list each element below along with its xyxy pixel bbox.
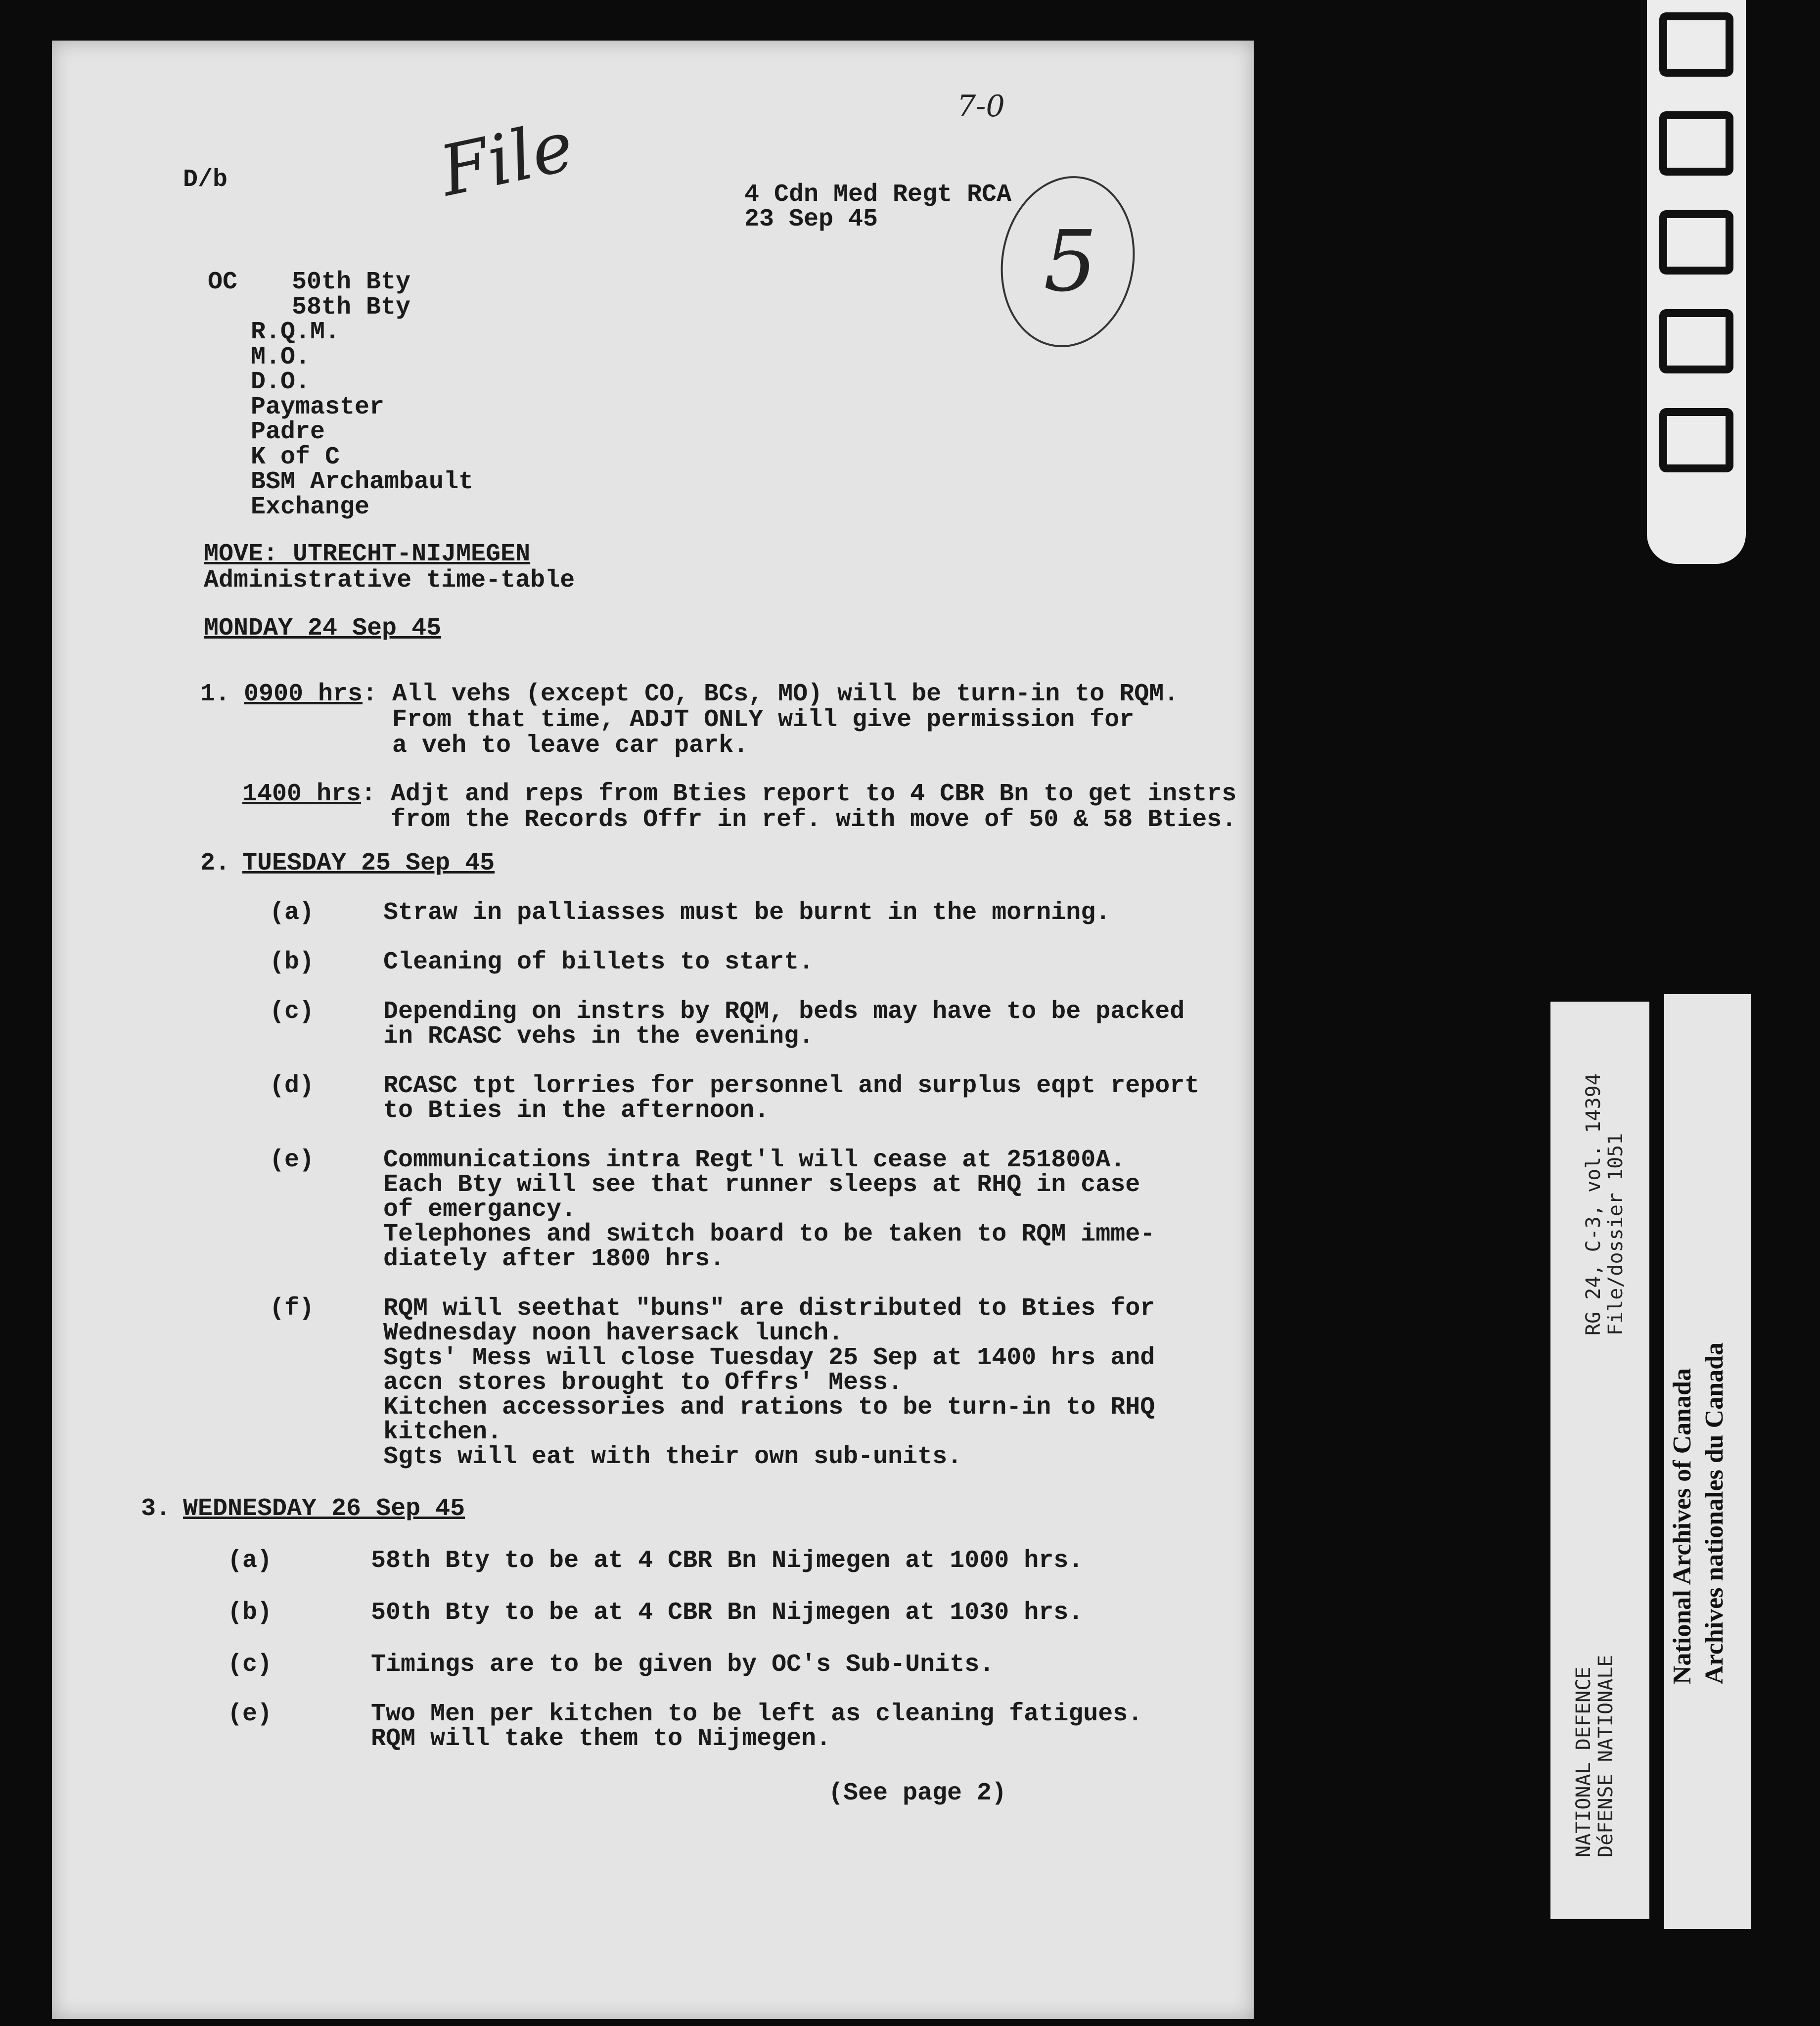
recipient: R.Q.M.	[251, 318, 340, 346]
item-text-line: to Bties in the afternoon.	[383, 1097, 770, 1125]
recipients-prefix: OC	[208, 268, 238, 296]
frame-digit	[1659, 111, 1733, 176]
unit-name: 4 Cdn Med Regt RCA	[744, 181, 1012, 209]
recipient: BSM Archambault	[251, 468, 474, 496]
section-number: 2.	[200, 849, 230, 877]
recipient: M.O.	[251, 343, 311, 371]
tuesday-heading: TUESDAY 25 Sep 45	[242, 849, 495, 877]
department-line1: NATIONAL DEFENCE	[1572, 1666, 1595, 1857]
frame-number-strip	[1647, 0, 1746, 564]
frame-digit	[1659, 12, 1733, 77]
item-label: (e)	[228, 1700, 273, 1728]
item-label: (f)	[270, 1294, 315, 1323]
recipient: 50th Bty	[292, 268, 411, 296]
item-text-line: Communications intra Regt'l will cease at 251800A.	[383, 1146, 1126, 1174]
monday-heading: MONDAY 24 Sep 45	[204, 614, 442, 643]
item-text-line: in RCASC vehs in the evening.	[383, 1022, 814, 1051]
monday-1400-line: from the Records Offr in ref. with move of 50 & 58 Bties.	[391, 806, 1237, 834]
frame-digit	[1659, 408, 1733, 472]
reference-code: D/b	[183, 166, 228, 194]
recipient: Exchange	[251, 493, 370, 521]
archives-name-en: National Archives of Canada	[1668, 1368, 1696, 1684]
item-label: (a)	[228, 1547, 273, 1575]
item-label: (c)	[228, 1651, 273, 1679]
item-label: (a)	[270, 899, 315, 927]
item-text-line: 58th Bty to be at 4 CBR Bn Nijmegen at 1000 hrs.	[371, 1547, 1084, 1575]
item-text-line: Timings are to be given by OC's Sub-Units.	[371, 1651, 995, 1679]
section-number: 3.	[141, 1495, 171, 1523]
recipient: K of C	[251, 443, 340, 471]
subject-subtitle: Administrative time-table	[204, 566, 575, 595]
item-text-line: Wednesday noon haversack lunch.	[383, 1319, 844, 1347]
frame-digit	[1659, 309, 1733, 373]
item-text-line: Each Bty will see that runner sleeps at RHQ in case	[383, 1171, 1140, 1199]
monday-0900-line: a veh to leave car park.	[392, 732, 749, 760]
page-footer: (See page 2)	[828, 1779, 1007, 1807]
item-text-line: kitchen.	[383, 1418, 502, 1446]
item-label: (c)	[270, 998, 315, 1026]
item-text-line: RQM will seethat "buns" are distributed to Bties for	[383, 1294, 1155, 1323]
monday-1400-line: : Adjt and reps from Bties report to 4 CBR Bn to get instrs	[361, 780, 1237, 808]
archive-ref-line1: RG 24, C-3, vol. 14394	[1582, 1073, 1605, 1335]
item-text-line: Cleaning of billets to start.	[383, 948, 814, 976]
item-text-line: Kitchen accessories and rations to be turn-in to RHQ	[383, 1393, 1155, 1422]
item-text-line: accn stores brought to Offrs' Mess.	[383, 1369, 903, 1397]
handwritten-number: 7-0	[957, 89, 1005, 124]
item-label: (e)	[270, 1146, 315, 1174]
item-text-line: Telephones and switch board to be taken to RQM imme-	[383, 1220, 1155, 1248]
time-1400: 1400 hrs	[242, 780, 362, 808]
monday-0900-line: : All vehs (except CO, BCs, MO) will be turn-in to RQM.	[363, 680, 1179, 708]
item-text-line: 50th Bty to be at 4 CBR Bn Nijmegen at 1030 hrs.	[371, 1599, 1084, 1627]
archives-name-fr: Archives nationales du Canada	[1700, 1342, 1729, 1684]
recipient: D.O.	[251, 368, 311, 396]
item-text-line: RCASC tpt lorries for personnel and surplus eqpt report	[383, 1072, 1200, 1100]
item-text-line: Depending on instrs by RQM, beds may have to be packed	[383, 998, 1185, 1026]
item-label: (b)	[270, 948, 315, 976]
circled-number-value: 5	[1044, 213, 1097, 311]
recipient: 58th Bty	[292, 293, 411, 322]
item-label: (b)	[228, 1599, 273, 1627]
item-text-line: of emergancy.	[383, 1196, 577, 1224]
recipient: Padre	[251, 418, 325, 446]
frame-digit	[1659, 210, 1733, 275]
item-text-line: Sgts' Mess will close Tuesday 25 Sep at 1400 hrs and	[383, 1344, 1155, 1372]
department-line2: DéFENSE NATIONALE	[1594, 1655, 1617, 1857]
item-text-line: diately after 1800 hrs.	[383, 1245, 725, 1273]
handwritten-file-note: File	[433, 105, 581, 213]
monday-0900-line: From that time, ADJT ONLY will give permission for	[392, 706, 1135, 734]
item-label: (d)	[270, 1072, 315, 1100]
item-text-line: Straw in palliasses must be burnt in the morning.	[383, 899, 1111, 927]
wednesday-heading: WEDNESDAY 26 Sep 45	[183, 1495, 465, 1523]
archive-ref-line2: File/dossier 1051	[1604, 1133, 1627, 1335]
time-0900: 0900 hrs	[244, 680, 363, 708]
item-text-line: Sgts will eat with their own sub-units.	[383, 1443, 962, 1471]
item-number: 1.	[200, 680, 230, 708]
document-date: 23 Sep 45	[744, 205, 878, 233]
subject-title: MOVE: UTRECHT-NIJMEGEN	[204, 540, 531, 568]
item-text-line: RQM will take them to Nijmegen.	[371, 1725, 831, 1753]
recipient: Paymaster	[251, 393, 385, 421]
item-text-line: Two Men per kitchen to be left as cleaning fatigues.	[371, 1700, 1143, 1728]
